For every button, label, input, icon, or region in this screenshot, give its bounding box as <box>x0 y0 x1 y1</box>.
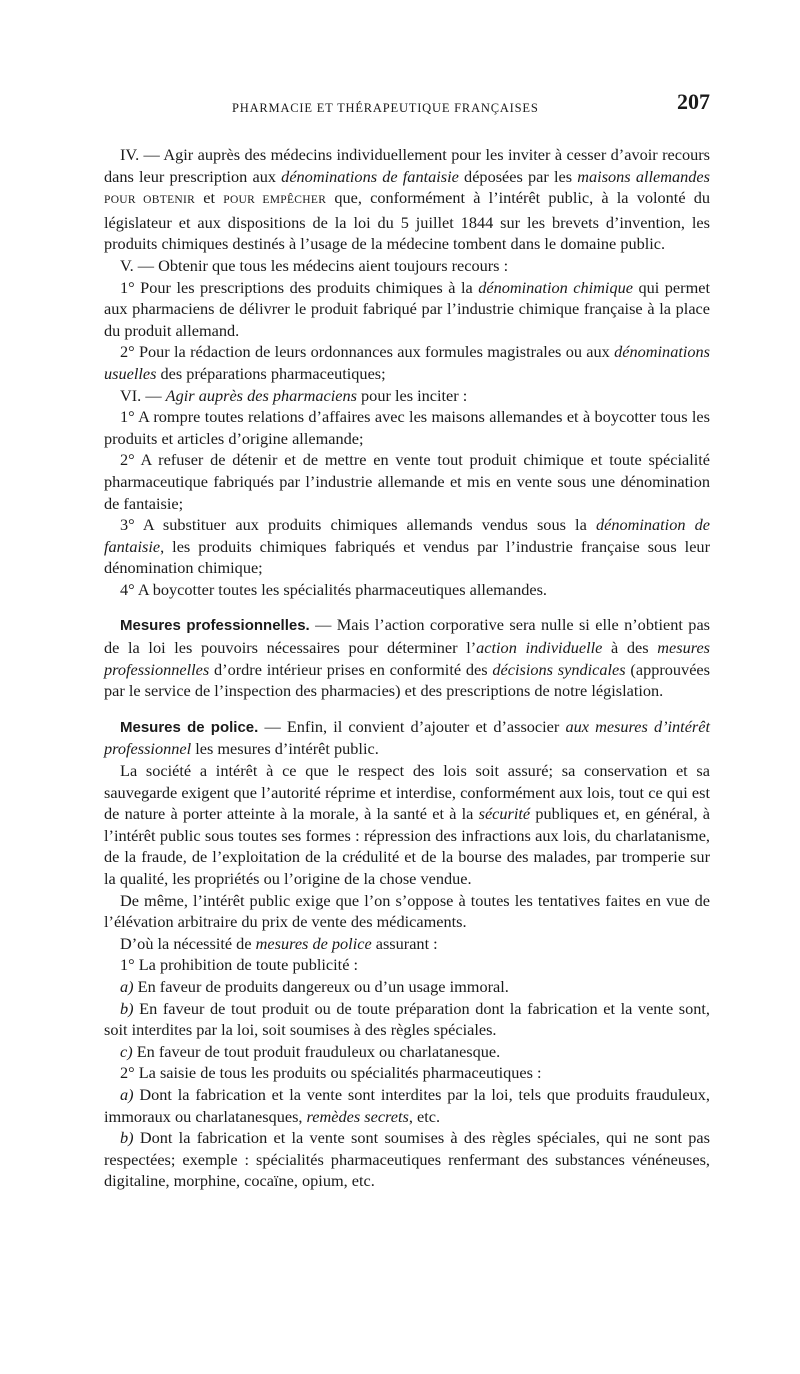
paragraph-mesures-de-police: Mesures de police. — Enfin, il convient d’ajouter et d’associer aux mesures d’intérêt professionnel les mesures d’intérêt public. <box>104 716 711 759</box>
paragraph-2: 2° La saisie de tous les produits ou spécialités pharmaceutiques : <box>120 1063 542 1083</box>
paragraph-de-meme: De même, l’intérêt public exige que l’on s’oppose à toutes les tentatives faites en vue de l’élévation arbitraire du prix de vente des médicaments. <box>104 890 710 932</box>
page-number: 207 <box>677 89 710 114</box>
section-heading: Mesures de police. <box>120 718 259 736</box>
paragraph-vi: VI. — Agir auprès des pharmaciens pour les inciter : <box>120 385 468 405</box>
book-page <box>104 89 711 1192</box>
paragraph-1a: a) En faveur de produits dangereux ou d’un usage immoral. <box>120 976 509 996</box>
paragraph-2b: b) Dont la fabrication et la vente sont soumises à des règles spéciales, qui ne sont pas respectées; exemple : spécialités pharmaceutiques renfermant des substances vénéneuses, digitaline, morphine, cocaïne, opium, etc. <box>104 1128 710 1191</box>
paragraph-vi-1: 1° A rompre toutes relations d’affaires avec les maisons allemandes et à boycotter tous les produits et articles d’origine allemande; <box>104 407 710 448</box>
paragraph-mesures-professionnelles: Mesures professionnelles. — Mais l’action corporative sera nulle si elle n’obtient pas de la loi les pouvoirs nécessaires pour déterminer l’action individuelle à des mesures professionnelles d’ordre intérieur prises en conformité des décisions syndicales (approuvées par le service de l’inspection des pharmacies) et des prescriptions de notre législation. <box>104 615 711 701</box>
paragraph-societe: La société a intérêt à ce que le respect des lois soit assuré; sa conservation et sa sauvegarde exigent que l’autorité réprime et interdise, conformément aux lois, tout ce qui est de nature à porter atteinte à la morale, à la santé et à la sécurité publiques et, en général, à l’intérêt public sous toutes ses formes : répression des infractions aux lois, du charlatanisme, de la fraude, de l’exploitation de la crédulité et de la bourse des malades, par tromperie sur la qualité, les propriétés ou l’origine de la chose vendue. <box>104 761 710 888</box>
paragraph-2a: a) Dont la fabrication et la vente sont interdites par la loi, tels que produits frauduleux, immoraux ou charlatanesques, remèdes secrets, etc. <box>104 1084 710 1126</box>
paragraph-vi-2: 2° A refuser de détenir et de mettre en vente tout produit chimique et toute spécialité pharmaceutique fabriqués par l’industrie allemande et mis en vente sous une dénomination de fantaisie; <box>104 450 710 513</box>
paragraph-v: V. — Obtenir que tous les médecins aient toujours recours : <box>120 255 509 275</box>
paragraph-1: 1° La prohibition de toute publicité : <box>120 955 359 975</box>
paragraph-iv: IV. — Agir auprès des médecins individuellement pour les inviter à cesser d’avoir recours dans leur prescription aux dénominations de fantaisie déposées par les maisons allemandes POUR OBTENIR et POUR EMPÊCHER que, conformément à l’intérêt public, à la volonté du législateur et aux dispositions de la loi du 5 juillet 1844 sur les brevets d’invention, les produits chimiques destinés à l’usage de la médecine tombent dans le domaine public. <box>104 145 711 254</box>
paragraph-v-2: 2° Pour la rédaction de leurs ordonnances aux formules magistrales ou aux dénominations usuelles des préparations pharmaceutiques; <box>104 342 710 383</box>
paragraph-1c: c) En faveur de tout produit frauduleux ou charlatanesque. <box>120 1041 501 1061</box>
paragraph-vi-3: 3° A substituer aux produits chimiques allemands vendus sous la dénomination de fantaisie, les produits chimiques fabriqués et vendus par l’industrie française sous leur dénomination chimique; <box>104 515 710 578</box>
paragraph-vi-4: 4° A boycotter toutes les spécialités pharmaceutiques allemandes. <box>120 579 547 599</box>
section-heading: Mesures professionnelles. <box>120 617 310 635</box>
paragraph-dou: D’où la nécessité de mesures de police assurant : <box>120 933 438 953</box>
paragraph-v-1: 1° Pour les prescriptions des produits chimiques à la dénomination chimique qui permet aux pharmaciens de délivrer le produit fabriqué par l’industrie chimique française à la place du produit allemand. <box>104 277 710 340</box>
page-header <box>104 89 710 118</box>
paragraph-1b: b) En faveur de tout produit ou de toute préparation dont la fabrication et la vente sont, soit interdites par la loi, soit soumises à des règles spéciales. <box>104 998 710 1040</box>
running-head: PHARMACIE ET THÉRAPEUTIQUE FRANÇAISES <box>232 101 539 115</box>
